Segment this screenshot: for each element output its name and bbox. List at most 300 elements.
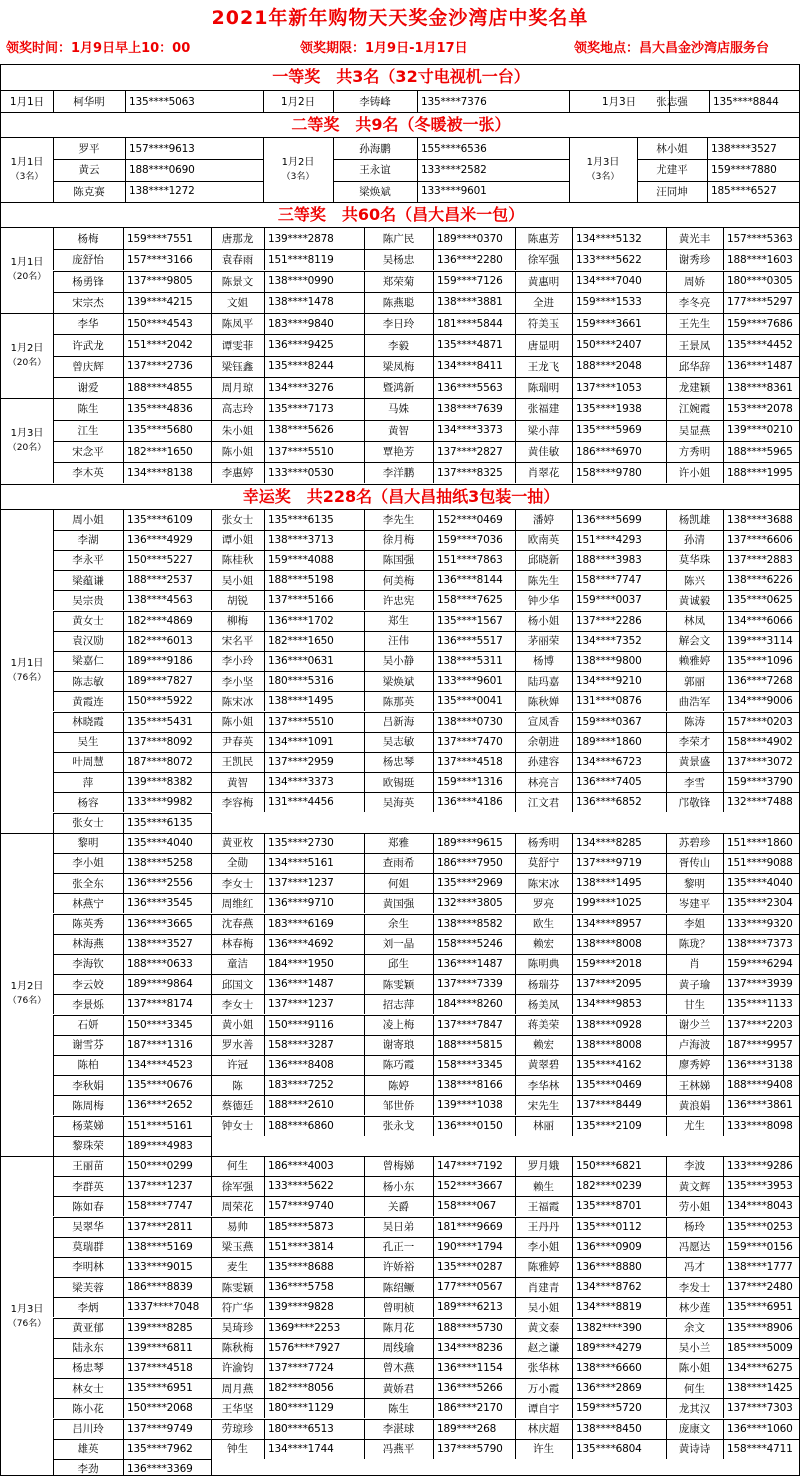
divider (433, 1378, 434, 1398)
divider (123, 974, 124, 994)
divider (211, 292, 212, 313)
divider (515, 228, 516, 249)
divider (53, 914, 54, 934)
divider (572, 1297, 573, 1317)
divider (572, 792, 573, 812)
divider (666, 550, 667, 570)
divider (433, 356, 434, 377)
winner-name: 庞康文 (678, 1423, 711, 1436)
winner-phone: 182****6013 (127, 634, 193, 647)
winner-name: 张女士 (221, 514, 254, 527)
divider (515, 530, 516, 550)
winner-name: 周维红 (221, 897, 254, 910)
divider (53, 1055, 54, 1075)
divider (572, 530, 573, 550)
divider (515, 570, 516, 590)
divider (515, 873, 516, 893)
winner-name: 肖翠花 (527, 467, 560, 480)
winner-name: 黄国强 (382, 897, 415, 910)
divider (666, 228, 667, 249)
divider (572, 271, 573, 292)
divider (211, 550, 212, 570)
divider (572, 1358, 573, 1378)
winner-name: 吴志敏 (382, 736, 415, 749)
winner-name: 黄女士 (72, 615, 104, 628)
winner-name: 张全东 (72, 877, 104, 890)
winner-phone: 137****2827 (437, 445, 503, 458)
divider (433, 1116, 434, 1136)
winner-name: 谢少兰 (678, 1019, 711, 1032)
winner-name: 符美玉 (527, 318, 560, 331)
winner-phone: 150****5227 (127, 553, 193, 566)
divider (572, 1095, 573, 1115)
winner-name: 梁焕斌 (359, 185, 391, 198)
winner-name: 黄佳敏 (527, 446, 560, 459)
divider (364, 1176, 365, 1196)
divider (364, 1116, 365, 1136)
divider (123, 611, 124, 631)
winner-phone: 137****3072 (727, 755, 793, 768)
divider (666, 752, 667, 772)
winner-phone: 135****6951 (727, 1301, 793, 1314)
winner-phone: 137****2883 (727, 553, 793, 566)
divider (123, 772, 124, 792)
divider (572, 1176, 573, 1196)
winner-name: 徐军强 (221, 1180, 254, 1193)
winner-name: 黄亚枚 (221, 837, 254, 850)
winner-phone: 136****1487 (437, 957, 503, 970)
winner-phone: 135****8244 (268, 360, 334, 373)
divider (264, 377, 265, 398)
divider (53, 1439, 54, 1459)
winner-phone: 189****6213 (437, 1301, 503, 1314)
winner-phone: 138****8450 (576, 1422, 642, 1435)
divider (264, 1035, 265, 1055)
divider (666, 334, 667, 355)
winner-phone: 177****5297 (727, 296, 793, 309)
divider (723, 1237, 724, 1257)
divider (364, 1217, 365, 1237)
divider (211, 1035, 212, 1055)
divider (123, 813, 124, 833)
winner-phone: 151****3814 (268, 1240, 334, 1253)
winner-name: 全进 (533, 296, 554, 309)
winner-name: 吴小兰 (678, 1342, 711, 1355)
divider (572, 752, 573, 772)
divider (433, 377, 434, 398)
winner-phone: 135****5680 (127, 424, 193, 437)
winner-phone: 183****7252 (268, 1079, 334, 1092)
winner-name: 陈涛 (684, 716, 705, 729)
divider (211, 313, 212, 334)
winner-name: 曾木燕 (382, 1362, 415, 1375)
divider (572, 873, 573, 893)
winner-name: 凌上梅 (382, 1019, 415, 1032)
divider (723, 833, 724, 853)
divider (723, 420, 724, 441)
winner-name: 陈秋梅 (221, 1342, 254, 1355)
winner-phone: 159****0037 (576, 594, 642, 607)
divider (364, 1297, 365, 1317)
winner-phone: 133****9982 (127, 796, 193, 809)
winner-name: 赵之谦 (527, 1342, 560, 1355)
divider (211, 1358, 212, 1378)
winner-phone: 138****3527 (127, 937, 193, 950)
divider (666, 691, 667, 711)
divider (723, 631, 724, 651)
divider (53, 1459, 54, 1476)
winner-name: 吴日弟 (382, 1221, 415, 1234)
divider (53, 1015, 54, 1035)
divider (666, 292, 667, 313)
divider (263, 138, 264, 202)
winner-phone: 151****5161 (127, 1119, 193, 1132)
winner-phone: 182****4869 (127, 614, 193, 627)
divider (364, 420, 365, 441)
winner-name: 邱国文 (221, 978, 254, 991)
divider (723, 377, 724, 398)
divider (53, 570, 54, 590)
winner-phone: 138****4563 (127, 594, 193, 607)
winner-phone: 139****3114 (727, 634, 793, 647)
winner-name: 李云姣 (72, 978, 104, 991)
winner-name: 宋先生 (527, 1099, 560, 1112)
divider (53, 271, 54, 292)
divider (666, 1338, 667, 1358)
divider (666, 1297, 667, 1317)
divider (723, 752, 724, 772)
winner-phone: 1576****7927 (268, 1341, 341, 1354)
divider (572, 1257, 573, 1277)
divider (723, 994, 724, 1014)
winner-phone: 133****9015 (127, 1260, 193, 1273)
winner-phone: 137****7847 (437, 1018, 503, 1031)
divider (723, 1419, 724, 1439)
winner-name: 林春梅 (221, 938, 254, 951)
divider (515, 1035, 516, 1055)
winner-name: 罗亮 (533, 897, 554, 910)
date-label (569, 138, 637, 202)
divider (53, 292, 54, 313)
divider (123, 510, 124, 530)
divider (264, 1217, 265, 1237)
divider (211, 954, 212, 974)
divider (53, 1297, 54, 1317)
divider (123, 1277, 124, 1297)
winner-phone: 132****3805 (437, 897, 503, 910)
winner-name: 陈小姐 (678, 1362, 711, 1375)
divider (53, 1075, 54, 1095)
winner-name: 许冠 (227, 1059, 248, 1072)
winner-name: 杨美凤 (527, 998, 560, 1011)
winner-name: 张福建 (527, 403, 560, 416)
winner-phone: 135****4040 (727, 877, 793, 890)
divider (515, 550, 516, 570)
winner-phone: 136****2556 (127, 877, 193, 890)
divider (572, 1378, 573, 1398)
divider (211, 853, 212, 873)
winner-phone: 188****9408 (727, 1079, 793, 1092)
divider (53, 671, 54, 691)
winner-name: 雄英 (77, 1443, 99, 1456)
winner-name: 招志萍 (382, 998, 415, 1011)
winner-name: 欧南英 (527, 534, 560, 547)
divider (123, 1257, 124, 1277)
divider (515, 1015, 516, 1035)
divider (666, 914, 667, 934)
divider (433, 1035, 434, 1055)
divider (364, 1318, 365, 1338)
divider (264, 651, 265, 671)
divider (723, 611, 724, 631)
divider (572, 691, 573, 711)
winner-phone: 135****2109 (576, 1119, 642, 1132)
winner-phone: 158****7747 (127, 1200, 193, 1213)
divider (264, 1196, 265, 1216)
divider (211, 1277, 212, 1297)
date-text: 1月3日 (586, 156, 620, 168)
winner-phone: 139****2878 (268, 232, 334, 245)
winner-phone: 137****8174 (127, 998, 193, 1011)
divider (433, 398, 434, 419)
winner-name: 赖雅婷 (678, 655, 711, 668)
divider (666, 441, 667, 462)
winner-phone: 188****5730 (437, 1321, 503, 1334)
divider (264, 712, 265, 732)
divider (723, 249, 724, 270)
divider (364, 914, 365, 934)
winner-name: 曾梅娣 (382, 1160, 415, 1173)
winner-name: 林晓霞 (72, 716, 104, 729)
divider (123, 398, 124, 419)
divider (53, 1237, 54, 1257)
divider (572, 510, 573, 530)
divider (666, 1439, 667, 1459)
winner-name: 杨容 (77, 796, 99, 809)
winner-name: 汪同坤 (656, 185, 688, 198)
divider (723, 292, 724, 313)
divider (515, 249, 516, 270)
winner-name: 杨忠琴 (382, 756, 415, 769)
winner-phone: 134****3373 (268, 776, 334, 789)
winner-name: 周小姐 (72, 514, 104, 527)
winner-phone: 189****9186 (127, 654, 193, 667)
winner-phone: 137****6606 (727, 533, 793, 546)
winner-phone: 159****4088 (268, 553, 334, 566)
divider (515, 671, 516, 691)
winner-name: 陈桂秋 (221, 554, 254, 567)
divider (723, 334, 724, 355)
divider (515, 934, 516, 954)
winner-phone: 134****8236 (437, 1341, 503, 1354)
divider (723, 1439, 724, 1459)
winner-name: 梁嘉仁 (72, 655, 104, 668)
winner-phone: 135****5063 (129, 95, 195, 108)
winner-name: 易帅 (227, 1221, 248, 1234)
divider (211, 398, 212, 419)
winner-name: 梁蕴谦 (72, 574, 104, 587)
winner-phone: 135****4040 (127, 836, 193, 849)
winner-name: 何生 (227, 1160, 248, 1173)
winner-phone: 188****5965 (727, 445, 793, 458)
winner-phone: 135****1133 (727, 998, 793, 1011)
winner-phone: 138****8361 (727, 381, 793, 394)
winner-name: 李永平 (72, 554, 104, 567)
divider (515, 651, 516, 671)
first-date: 1月3日 (601, 96, 637, 108)
divider (123, 1398, 124, 1418)
winner-name: 吴宗贵 (72, 594, 104, 607)
winner-name: 林凤 (684, 615, 705, 628)
winner-name: 李华林 (527, 1079, 560, 1092)
winner-phone: 135****0469 (576, 1079, 642, 1092)
claim-place: 领奖地点：昌大昌金沙湾店服务台 (574, 41, 770, 56)
divider (264, 271, 265, 292)
winner-name: 万小霞 (527, 1382, 560, 1395)
divider (211, 249, 212, 270)
divider (515, 1378, 516, 1398)
winner-phone: 133****9601 (421, 185, 487, 198)
winner-phone: 135****2304 (727, 897, 793, 910)
divider (666, 671, 667, 691)
divider (433, 1257, 434, 1277)
winner-name: 孔正一 (382, 1241, 415, 1254)
winner-name: 高志玲 (221, 403, 254, 416)
winner-name: 邱生 (388, 958, 409, 971)
winner-name: 张志强 (656, 96, 688, 108)
winner-name: 李冬亮 (678, 296, 711, 309)
divider (264, 833, 265, 853)
divider (433, 772, 434, 792)
winner-name: 吴显燕 (678, 424, 711, 437)
winner-phone: 134****3276 (268, 381, 334, 394)
winner-name: 茅丽荣 (527, 635, 560, 648)
winner-phone: 157****3166 (127, 253, 193, 266)
divider (123, 334, 124, 355)
divider (723, 356, 724, 377)
divider (666, 651, 667, 671)
divider (123, 914, 124, 934)
divider (515, 398, 516, 419)
winner-phone: 137****4518 (437, 755, 503, 768)
winner-name: 吴生 (77, 736, 99, 749)
winner-name: 陈周梅 (72, 1099, 104, 1112)
winner-name: 梁焕斌 (382, 675, 415, 688)
divider (666, 853, 667, 873)
divider (123, 732, 124, 752)
divider (433, 752, 434, 772)
divider (572, 590, 573, 610)
divider (572, 1196, 573, 1216)
winner-name: 吴翠华 (72, 1221, 104, 1234)
winner-name: 谭雯菲 (221, 339, 254, 352)
divider (211, 334, 212, 355)
divider (723, 712, 724, 732)
divider (572, 1035, 573, 1055)
winner-phone: 135****5431 (127, 715, 193, 728)
winner-name: 胡锐 (227, 594, 248, 607)
divider (53, 181, 263, 182)
winner-phone: 137****2203 (727, 1018, 793, 1031)
divider (433, 1015, 434, 1035)
winner-name: 李先生 (382, 514, 415, 527)
winner-name: 王丹丹 (527, 1221, 560, 1234)
count-text: （3名） (10, 171, 44, 182)
winner-phone: 134****9006 (727, 695, 793, 708)
winner-name: 谢秀珍 (678, 254, 711, 267)
divider (433, 228, 434, 249)
winner-name: 杨秀明 (527, 837, 560, 850)
count-text: （20名） (7, 357, 47, 368)
divider (53, 1196, 54, 1216)
divider (211, 1237, 212, 1257)
winner-name: 杨菜娣 (72, 1120, 104, 1133)
divider (211, 1419, 212, 1439)
divider (211, 1196, 212, 1216)
divider (515, 752, 516, 772)
divider (264, 1095, 265, 1115)
winner-name: 许生 (533, 1443, 554, 1456)
divider (53, 1136, 54, 1156)
divider (53, 792, 54, 812)
divider (433, 530, 434, 550)
divider (723, 570, 724, 590)
divider (666, 994, 667, 1014)
divider (666, 249, 667, 270)
winner-phone: 159****1316 (437, 776, 503, 789)
divider (433, 590, 434, 610)
winner-name: 王龙飞 (527, 360, 560, 373)
divider (572, 462, 573, 483)
winner-name: 李女士 (221, 877, 254, 890)
winner-phone: 151****2042 (127, 339, 193, 352)
winner-phone: 135****8844 (713, 95, 779, 108)
divider (53, 1095, 54, 1115)
winner-phone: 135****4871 (437, 339, 503, 352)
winner-phone: 159****1533 (576, 296, 642, 309)
winner-name: 杨玲 (684, 1221, 705, 1234)
divider (723, 313, 724, 334)
winner-phone: 136****1060 (727, 1422, 793, 1435)
divider (515, 1196, 516, 1216)
divider (211, 974, 212, 994)
winner-phone: 184****8260 (437, 998, 503, 1011)
winner-name: 宋宗杰 (72, 296, 104, 309)
divider (572, 228, 573, 249)
winner-phone: 138****8008 (576, 1038, 642, 1051)
winner-name: 李雪 (684, 776, 705, 789)
divider (572, 994, 573, 1014)
winner-phone: 137****2959 (268, 755, 334, 768)
winner-phone: 138****8008 (576, 937, 642, 950)
divider (723, 1297, 724, 1317)
divider (515, 356, 516, 377)
divider (723, 853, 724, 873)
divider (666, 1015, 667, 1035)
divider (364, 510, 365, 530)
winner-name: 林庆超 (527, 1423, 560, 1436)
date-text: 1月1日 (10, 658, 44, 670)
divider (666, 1075, 667, 1095)
winner-phone: 135****6804 (576, 1442, 642, 1455)
winner-phone: 138****5626 (268, 424, 334, 437)
winner-name: 何姐 (388, 877, 409, 890)
divider (53, 631, 54, 651)
divider (264, 1398, 265, 1418)
divider (53, 873, 54, 893)
winner-name: 杨梅 (77, 233, 99, 246)
winner-name: 许娇裕 (382, 1261, 415, 1274)
